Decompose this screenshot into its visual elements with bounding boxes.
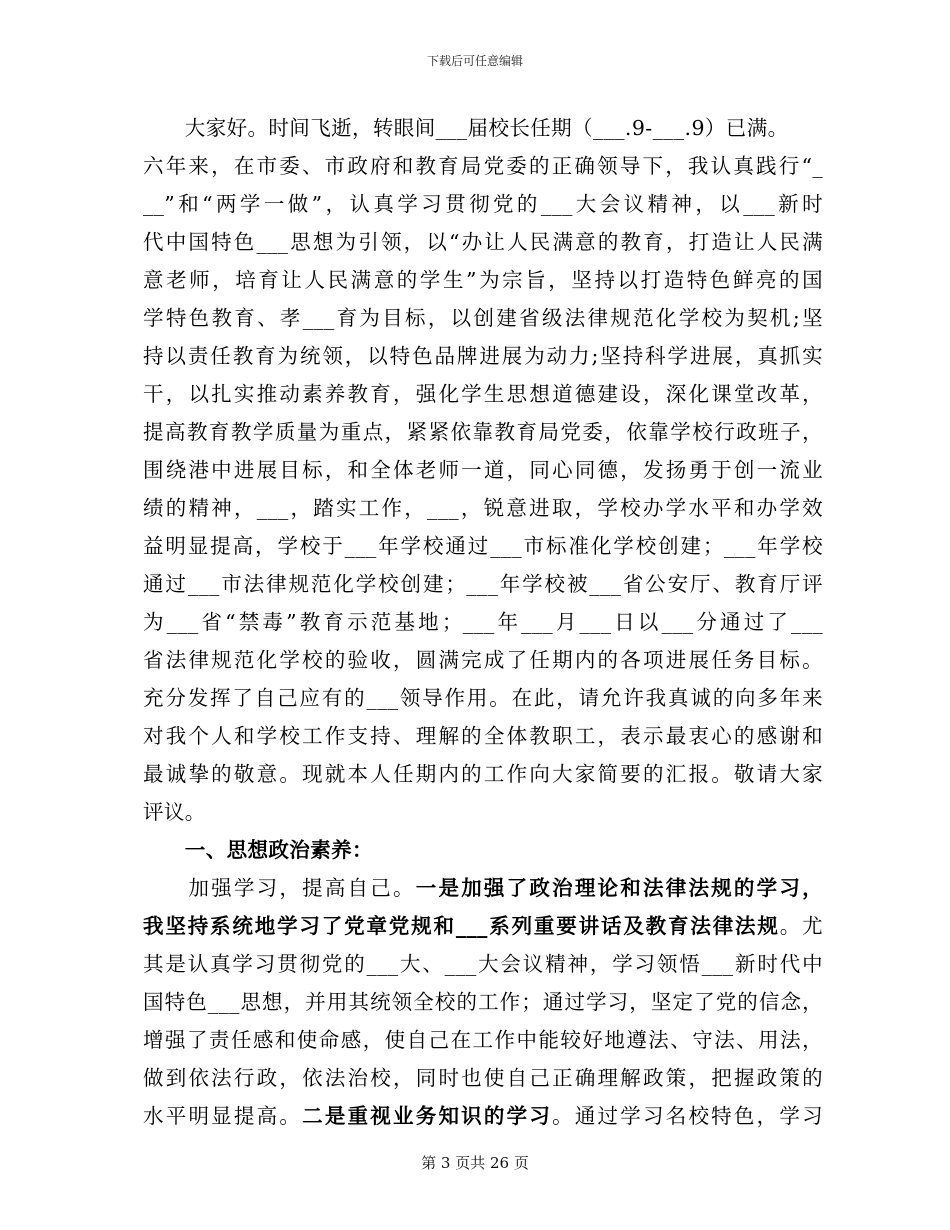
paragraph-line: 干，以扎实推动素养教育，强化学生思想道德建设，深化课堂改革， (143, 382, 823, 406)
emphasis-text: 我坚持系统地学习了党章党规和___系列重要讲话及教育法律法规 (143, 914, 780, 938)
paragraph-line: 代中国特色___思想为引领，以“办让人民满意的教育，打造让人民满 (143, 230, 823, 254)
paragraph-line: 省法律规范化学校的验收，圆满完成了任期内的各项进展任务目标。 (143, 648, 823, 672)
paragraph-line: 评议。 (143, 800, 206, 824)
page-header: 下载后可任意编辑 (426, 54, 523, 68)
paragraph-line: 持以责任教育为统领，以特色品牌进展为动力;坚持科学进展，真抓实 (143, 344, 823, 368)
paragraph-line: 绩的精神，___，踏实工作，___，锐意进取，学校办学水平和办学效 (143, 496, 823, 520)
paragraph-line: 为___省“禁毒”教育示范基地；___年___月___日以___分通过了___ (143, 610, 823, 634)
line-text: 。通过学习名校特色，学习 (552, 1104, 823, 1128)
paragraph-line: 通过___市法律规范化学校创建；___年学校被___省公安厅、教育厅评 (143, 572, 823, 596)
paragraph-line (143, 870, 823, 906)
paragraph-line: 国特色___思想，并用其统领全校的工作；通过学习，坚定了党的信念， (143, 990, 823, 1014)
section-heading: 一、思想政治素养： (143, 838, 373, 862)
paragraph-line: 增强了责任感和使命感，使自己在工作中能较好地遵法、守法、用法， (143, 1028, 823, 1052)
line-text: 加强学习，提高自己。 (143, 876, 416, 900)
paragraph-line: 充分发挥了自己应有的___领导作用。在此，请允许我真诚的向多年来 (143, 686, 823, 710)
paragraph-line: 学特色教育、孝___育为目标，以创建省级法律规范化学校为契机;坚 (143, 306, 823, 330)
paragraph-line: 提高教育教学质量为重点，紧紧依靠教育局党委，依靠学校行政班子， (143, 420, 823, 444)
paragraph-line: __”和“两学一做”，认真学习贯彻党的___大会议精神，以___新时 (143, 192, 823, 216)
emphasis-text: 一是加强了政治理论和法律法规的学习， (415, 876, 823, 900)
paragraph-line: 对我个人和学校工作支持、理解的全体教职工，表示最衷心的感谢和 (143, 724, 823, 748)
paragraph-line (143, 908, 823, 944)
page-footer: 第 3 页共 26 页 (421, 1154, 529, 1172)
line-text: 水平明显提高。 (143, 1104, 303, 1128)
paragraph-line: 围绕港中进展目标，和全体老师一道，同心同德，发扬勇于创一流业 (143, 458, 823, 482)
paragraph-line: 六年来，在市委、市政府和教育局党委的正确领导下，我认真践行“_ (143, 154, 823, 178)
paragraph-line: 做到依法行政，依法治校，同时也使自己正确理解政策，把握政策的 (143, 1066, 823, 1090)
paragraph-line: 大家好。时间飞逝，转眼间___届校长任期（___.9-___.9）已满。 (143, 116, 789, 140)
line-text: 。尤 (779, 914, 823, 938)
paragraph-line (143, 1098, 823, 1134)
paragraph-line: 意老师，培育让人民满意的学生”为宗旨，坚持以打造特色鲜亮的国 (143, 268, 823, 292)
paragraph-line: 其是认真学习贯彻党的___大、___大会议精神，学习领悟___新时代中 (143, 952, 823, 976)
paragraph-line: 益明显提高，学校于___年学校通过___市标准化学校创建；___年学校 (143, 534, 823, 558)
emphasis-text: 二是重视业务知识的学习 (302, 1104, 553, 1128)
paragraph-line: 最诚挚的敬意。现就本人任期内的工作向大家简要的汇报。敬请大家 (143, 762, 823, 786)
